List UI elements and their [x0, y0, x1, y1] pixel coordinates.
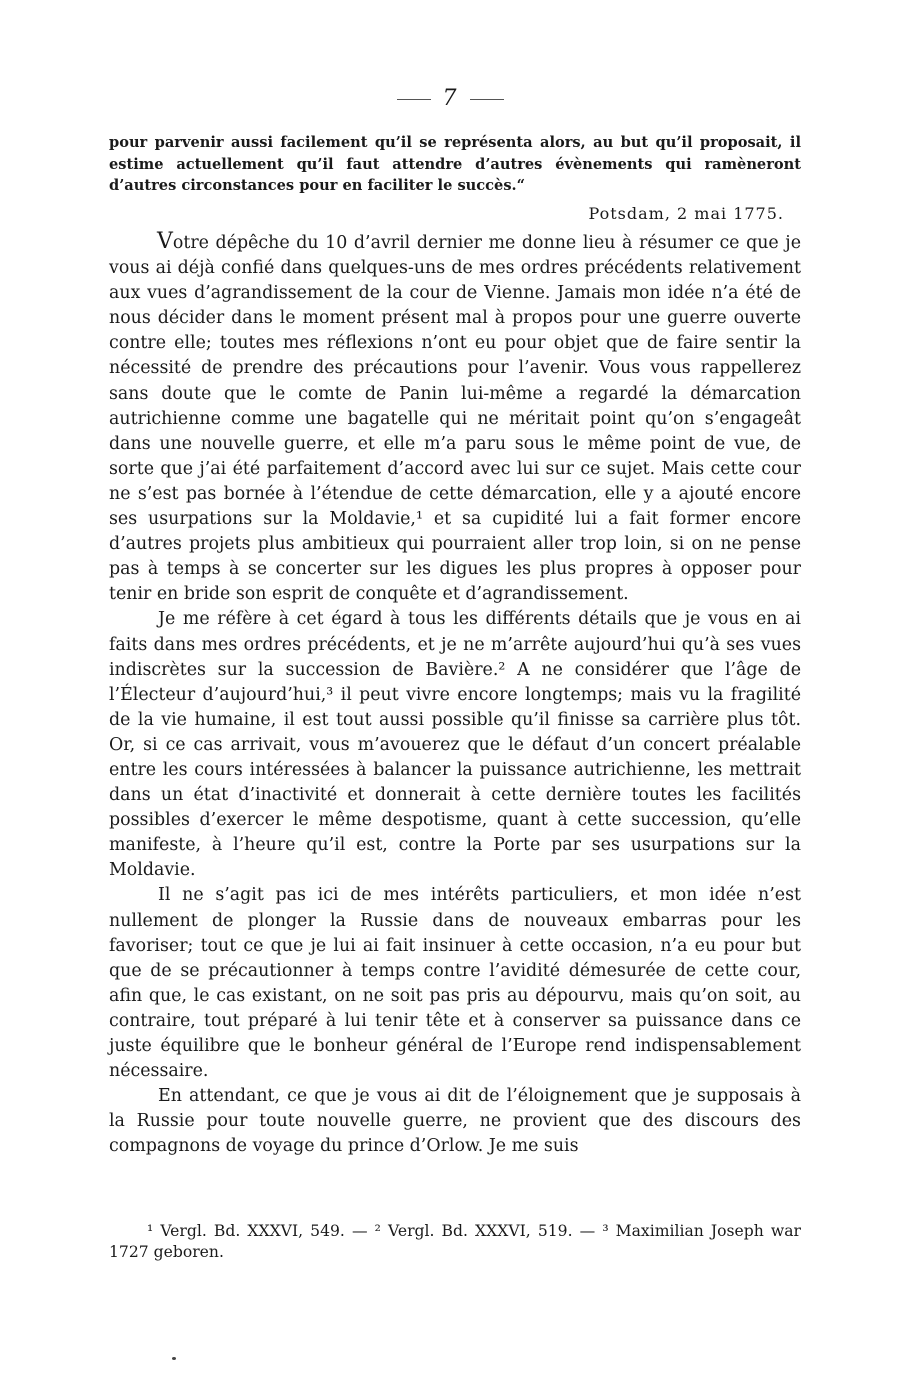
paragraph: En attendant, ce que je vous ai dit de l’éloignement que je supposais à la Russie pour toute nouvelle guerre, ne provient que des discours des compagnons de voyage du prince d’Orlow. Je me suis — [109, 1086, 801, 1157]
footnotes-text: ¹ Vergl. Bd. XXXVI, 549. — ² Vergl. Bd. XXXVI, 519. — ³ Maximilian Joseph war 1727 geboren. — [109, 1222, 801, 1261]
dateline: Potsdam, 2 mai 1775. — [588, 204, 784, 223]
paragraph: Il ne s’agit pas ici de mes intérêts particuliers, et mon idée n’est nullement de plonger la Russie dans de nouveaux embarras pour les favoriser; tout ce que je lui ai fait insinuer à cette occasion, n’a eu pour but que de se précautionner à temps contre l’avidité démesurée de cette cour, afin que, le cas existant, on ne soit pas pris au dépourvu, mais qu’on soit, au contraire, tout préparé à lui tenir tête et à conserver sa puissance dans ce juste équilibre que le bonheur général de l’Europe rend indispensablement nécessaire. — [109, 885, 801, 1082]
quoted-passage — [109, 132, 801, 197]
paragraph: Je me réfère à cet égard à tous les différents détails que je vous en ai faits dans mes ordres précédents, et je ne m’arrête aujourd’hui qu’à ses vues indiscrètes sur la succession de Bavière.² A ne considérer que l’âge de l’Électeur d’aujourd’hui,³ il peut vivre encore longtemps; mais vu la fragilité de la vie humaine, il est tout aussi possible qu’il finisse sa carrière plus tôt. Or, si ce cas arrivait, vous m’avouerez que le défaut d’un concert préalable entre les cours intéressées à balancer la puissance autrichienne, les mettrait dans un état d’inactivité et donnerait à cette dernière toutes les facilités possibles d’exercer le même despotisme, quant à cette succession, qu’elle manifeste, à l’heure qu’il est, contre la Porte par ses usurpations sur la Moldavie. — [109, 609, 801, 881]
page-number-dash-left — [397, 99, 431, 100]
scan-speck — [172, 1357, 176, 1360]
letter-body — [109, 229, 801, 1159]
footnotes — [109, 1221, 801, 1263]
page-number-value: 7 — [442, 86, 458, 111]
page-number-dash-right — [470, 99, 504, 100]
page-number — [0, 86, 900, 111]
paragraph: Votre dépêche du 10 d’avril dernier me donne lieu à résumer ce que je vous ai déjà confié dans quelques-uns de mes ordres précédents relativement aux vues d’agrandissement de la cour de Vienne. Jamais mon idée n’a été de nous décider dans le moment présent mal à propos pour une guerre ouverte contre elle; toutes mes réflexions n’ont eu pour objet que de faire sentir la nécessité de prendre des précautions pour l’avenir. Vous vous rappellerez sans doute que le comte de Panin lui-même a regardé la démarcation autrichienne comme une bagatelle qui ne méritait point qu’on s’engageât dans une nouvelle guerre, et elle m’a paru sous le même point de vue, de sorte que j’ai été parfaitement d’accord avec lui sur ce sujet. Mais cette cour ne s’est pas bornée à l’étendue de cette démarcation, elle y a ajouté encore ses usurpations sur la Moldavie,¹ et sa cupidité lui a fait former encore d’autres projets plus ambitieux qui pourraient aller trop loin, si on ne pense pas à temps à se concerter sur les digues les plus propres à opposer pour tenir en bride son esprit de conquête et d’agrandissement. — [109, 229, 801, 605]
quoted-passage-text: pour parvenir aussi facilement qu’il se représenta alors, au but qu’il proposait, il estime actuellement qu’il faut attendre d’autres évènements qui ramèneront d’autres circonstances pour en faciliter le succès.“ — [109, 134, 801, 194]
